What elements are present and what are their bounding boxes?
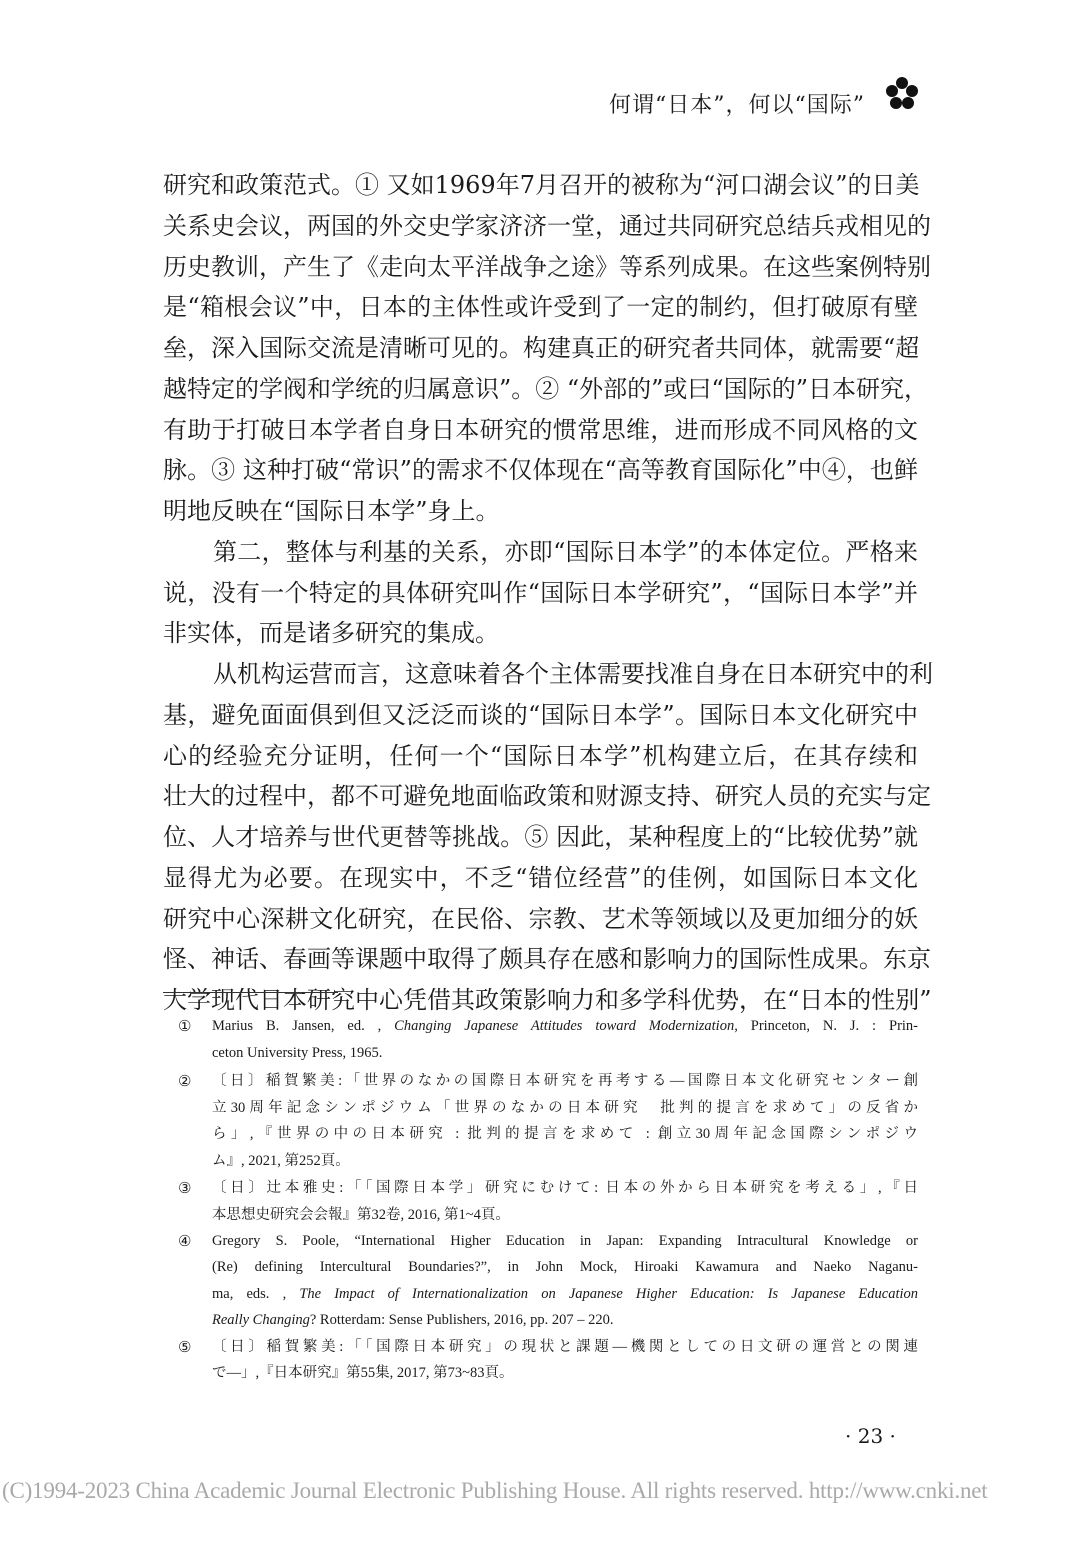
footnote-line (212, 1310, 918, 1330)
footnote-line (212, 1043, 918, 1063)
body-line: 第二，整体与利基的关系，亦即“国际日本学”的本体定位。严格来 (213, 537, 918, 566)
copyright-watermark: (C)1994-2023 China Academic Journal Electronic Publishing House. All rights reserved. http://www.cnki.net (2, 1478, 988, 1503)
body-line: 关系史会议，两国的外交史学家济济一堂，通过共同研究总结兵戎相见的 (163, 211, 931, 240)
footnote-text: , Princeton, N. J. : Prin- (734, 1018, 919, 1034)
footnote-number: ⑤ (178, 1338, 192, 1356)
footnote-line (212, 1231, 918, 1251)
body-line: 怪、神话、春画等课题中取得了颇具存在感和影响力的国际性成果。东京 (163, 945, 931, 974)
body-line: 从机构运营而言，这意味着各个主体需要找准自身在日本研究中的利 (213, 660, 933, 688)
footnote-line (212, 1257, 918, 1277)
flower-ornament-icon (884, 76, 920, 112)
body-line: 位、人才培养与世代更替等挑战。⑤ 因此，某种程度上的“比较优势”就 (163, 823, 918, 851)
footnote-text: で—」,『日本研究』第55集, 2017, 第73~83頁。 (212, 1365, 514, 1381)
footnote-text: 〔日〕辻本雅史:「「国際日本学」研究にむけて: 日本の外から日本研究を考える」,『日 (212, 1180, 918, 1196)
footnote-line (212, 1124, 918, 1144)
footnote-text: 立30周年記念シンポジウム「世界のなかの日本研究 批判的提言を求めて」の反省か (212, 1100, 918, 1116)
footnote-line (212, 1178, 918, 1198)
footnote-text: ら」,『世界の中の日本研究 : 批判的提言を求めて : 創立30周年記念国際シンポジウ (212, 1126, 918, 1142)
body-line: 垒，深入国际交流是清晰可见的。构建真正的研究者共同体，就需要“超 (163, 334, 920, 362)
body-line: 显得尤为必要。在现实中，不乏“错位经营”的佳例，如国际日本文化 (163, 863, 918, 892)
footnote-text: 本思想史研究会会報』第32卷, 2016, 第1~4頁。 (212, 1207, 510, 1223)
footnote-number: ④ (178, 1232, 192, 1250)
footnote-line (212, 1151, 918, 1171)
body-line: 壮大的过程中，都不可避免地面临政策和财源支持、研究人员的充实与定 (163, 782, 931, 811)
body-line: 是“箱根会议”中，日本的主体性或许受到了一定的制约，但打破原有壁 (163, 293, 918, 322)
footnote-line (212, 1363, 918, 1383)
footnote-number: ② (178, 1072, 192, 1090)
footnote-text: Gregory S. Poole, “International Higher Education in Japan: Expanding Intracultural Knowledge or (212, 1233, 918, 1249)
footnote-line (212, 1284, 918, 1304)
body-line: 研究和政策范式。① 又如1969年7月召开的被称为“河口湖会议”的日美 (163, 171, 920, 199)
footnote-title-italic: Changing Japanese Attitudes toward Modernization (394, 1018, 735, 1034)
footnote-text: Marius B. Jansen, ed. , (212, 1018, 395, 1034)
body-line: 心的经验充分证明，任何一个“国际日本学”机构建立后，在其存续和 (163, 741, 918, 770)
body-line: 有助于打破日本学者自身日本研究的惯常思维，进而形成不同风格的文 (163, 415, 918, 444)
footnote-text: 〔日〕稲賀繁美:「世界のなかの国際日本研究を再考する—国際日本文化研究センター創 (212, 1073, 918, 1089)
body-line: 基，避免面面俱到但又泛泛而谈的“国际日本学”。国际日本文化研究中 (163, 700, 918, 729)
footnote-text: (Re) defining Intercultural Boundaries?”, in John Mock, Hiroaki Kawamura and Naeko Naganu- (212, 1259, 918, 1275)
body-line: 大学现代日本研究中心凭借其政策影响力和多学科优势，在“日本的性别” (163, 986, 932, 1014)
footnote-line (212, 1016, 918, 1036)
body-line: 历史教训，产生了《走向太平洋战争之途》等系列成果。在这些案例特别 (163, 252, 931, 281)
footnote-line (212, 1098, 918, 1118)
page-number: · 23 · (845, 1424, 896, 1448)
footnote-number: ③ (178, 1179, 192, 1197)
body-line: 说，没有一个特定的具体研究叫作“国际日本学研究”，“国际日本学”并 (163, 578, 918, 607)
footnote-text: ム』, 2021, 第252頁。 (212, 1153, 350, 1169)
footnote-text: ceton University Press, 1965. (212, 1045, 383, 1061)
footnote-line (212, 1071, 918, 1091)
footnote-divider (163, 992, 338, 993)
footnote-text: ma, eds. , (212, 1286, 300, 1302)
running-title: 何谓“日本”，何以“国际” (609, 93, 865, 118)
footnote-title-italic: Really Changing (212, 1312, 310, 1328)
footnote-title-italic: The Impact of Internationalization on Japanese Higher Education: Is Japanese Education (299, 1286, 918, 1302)
footnote-number: ① (178, 1017, 192, 1035)
body-line: 明地反映在“国际日本学”身上。 (163, 497, 500, 525)
body-line: 非实体，而是诸多研究的集成。 (163, 619, 499, 648)
footnote-text: ? Rotterdam: Sense Publishers, 2016, pp. 207 – 220. (309, 1312, 614, 1328)
body-line: 脉。③ 这种打破“常识”的需求不仅体现在“高等教育国际化”中④，也鲜 (163, 456, 918, 485)
footnote-line (212, 1205, 918, 1225)
body-line: 研究中心深耕文化研究，在民俗、宗教、艺术等领域以及更加细分的妖 (163, 904, 918, 933)
body-line: 越特定的学阀和学统的归属意识”。② “外部的”或曰“国际的”日本研究， (163, 374, 928, 403)
footnote-text: 〔日〕稲賀繁美:「「国際日本研究」の現状と課題—機関としての日文研の運営との関連 (212, 1339, 918, 1355)
footnote-line (212, 1337, 918, 1357)
